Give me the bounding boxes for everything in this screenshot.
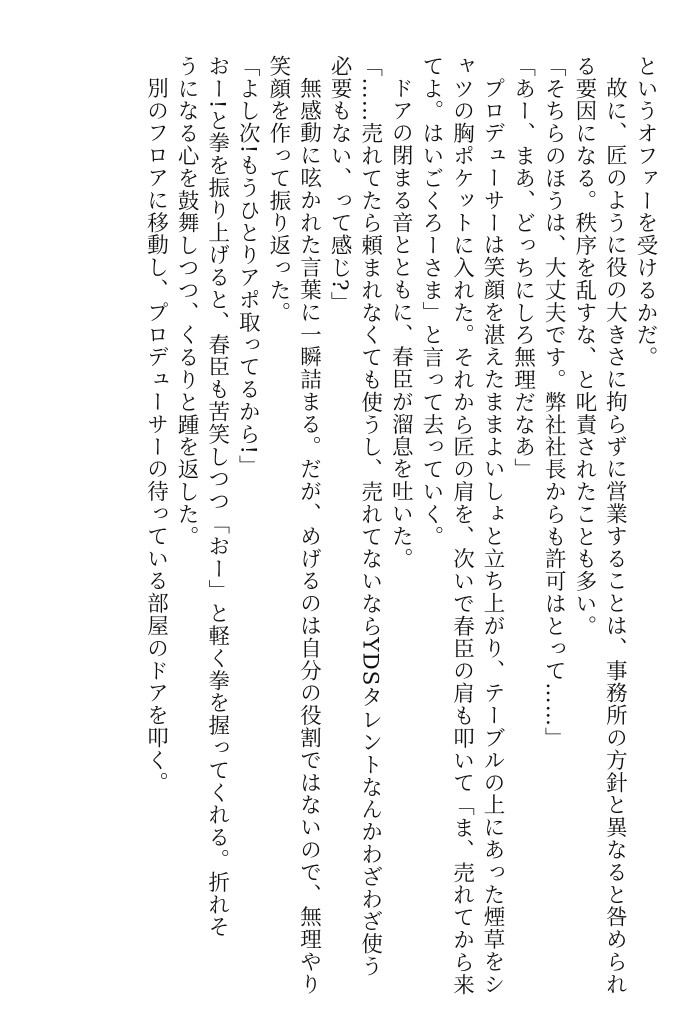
- text-line: ャツの胸ポケットに入れた。それから匠の肩を、次いで春臣の肩も叩いて「ま、売れてから来: [449, 55, 475, 996]
- text-line: 無感動に呟かれた言葉に一瞬詰まる。だが、めげるのは自分の役割ではないので、無理やり: [296, 76, 322, 995]
- text-line: 必要もない、って感じ?」: [327, 55, 353, 314]
- text-line: てよ。はいごくろーさま」と言って去っていく。: [418, 55, 444, 548]
- text-line: 別のフロアに移動し、プロデューサーの待っている部屋のドアを叩く。: [143, 76, 169, 794]
- text-line: プロデューサーは笑顔を湛えたままよいしょと立ち上がり、テーブルの上にあった煙草をシ: [480, 76, 506, 995]
- text-line: ドアの閉まる音とともに、春臣が溜息を吐いた。: [388, 76, 414, 570]
- text-line: というオファーを受けるかだ。: [633, 55, 658, 369]
- text-line: 「……売れてたら頼まれなくても使うし、売れてないならYDSタレントなんかわざわざ使う: [357, 55, 383, 978]
- text-line: 「よし次!もうひとりアポ取ってるから!」: [235, 55, 261, 478]
- text-line: 故に、匠のように役の大きさに拘らずに営業することは、事務所の方針と異なると咎められ: [602, 76, 628, 995]
- text-line: 「そちらのほうは、大丈夫です。弊社社長からも許可はとって……」: [541, 55, 567, 750]
- vertical-text-body: [140, 55, 660, 996]
- text-line: うになる心を鼓舞しつつ、くるりと踵を返した。: [174, 55, 200, 548]
- text-line: る要因になる。秩序を乱すな、と叱責されたことも多い。: [571, 55, 597, 638]
- text-line: 笑顔を作って振り返った。: [265, 55, 291, 324]
- text-line: おー!と拳を振り上げると、春臣も苦笑しつつ「おー」と軽く拳を握ってくれる。折れそ: [204, 55, 230, 939]
- text-line: 「あー、まあ、どっちにしろ無理だなあ」: [510, 55, 536, 481]
